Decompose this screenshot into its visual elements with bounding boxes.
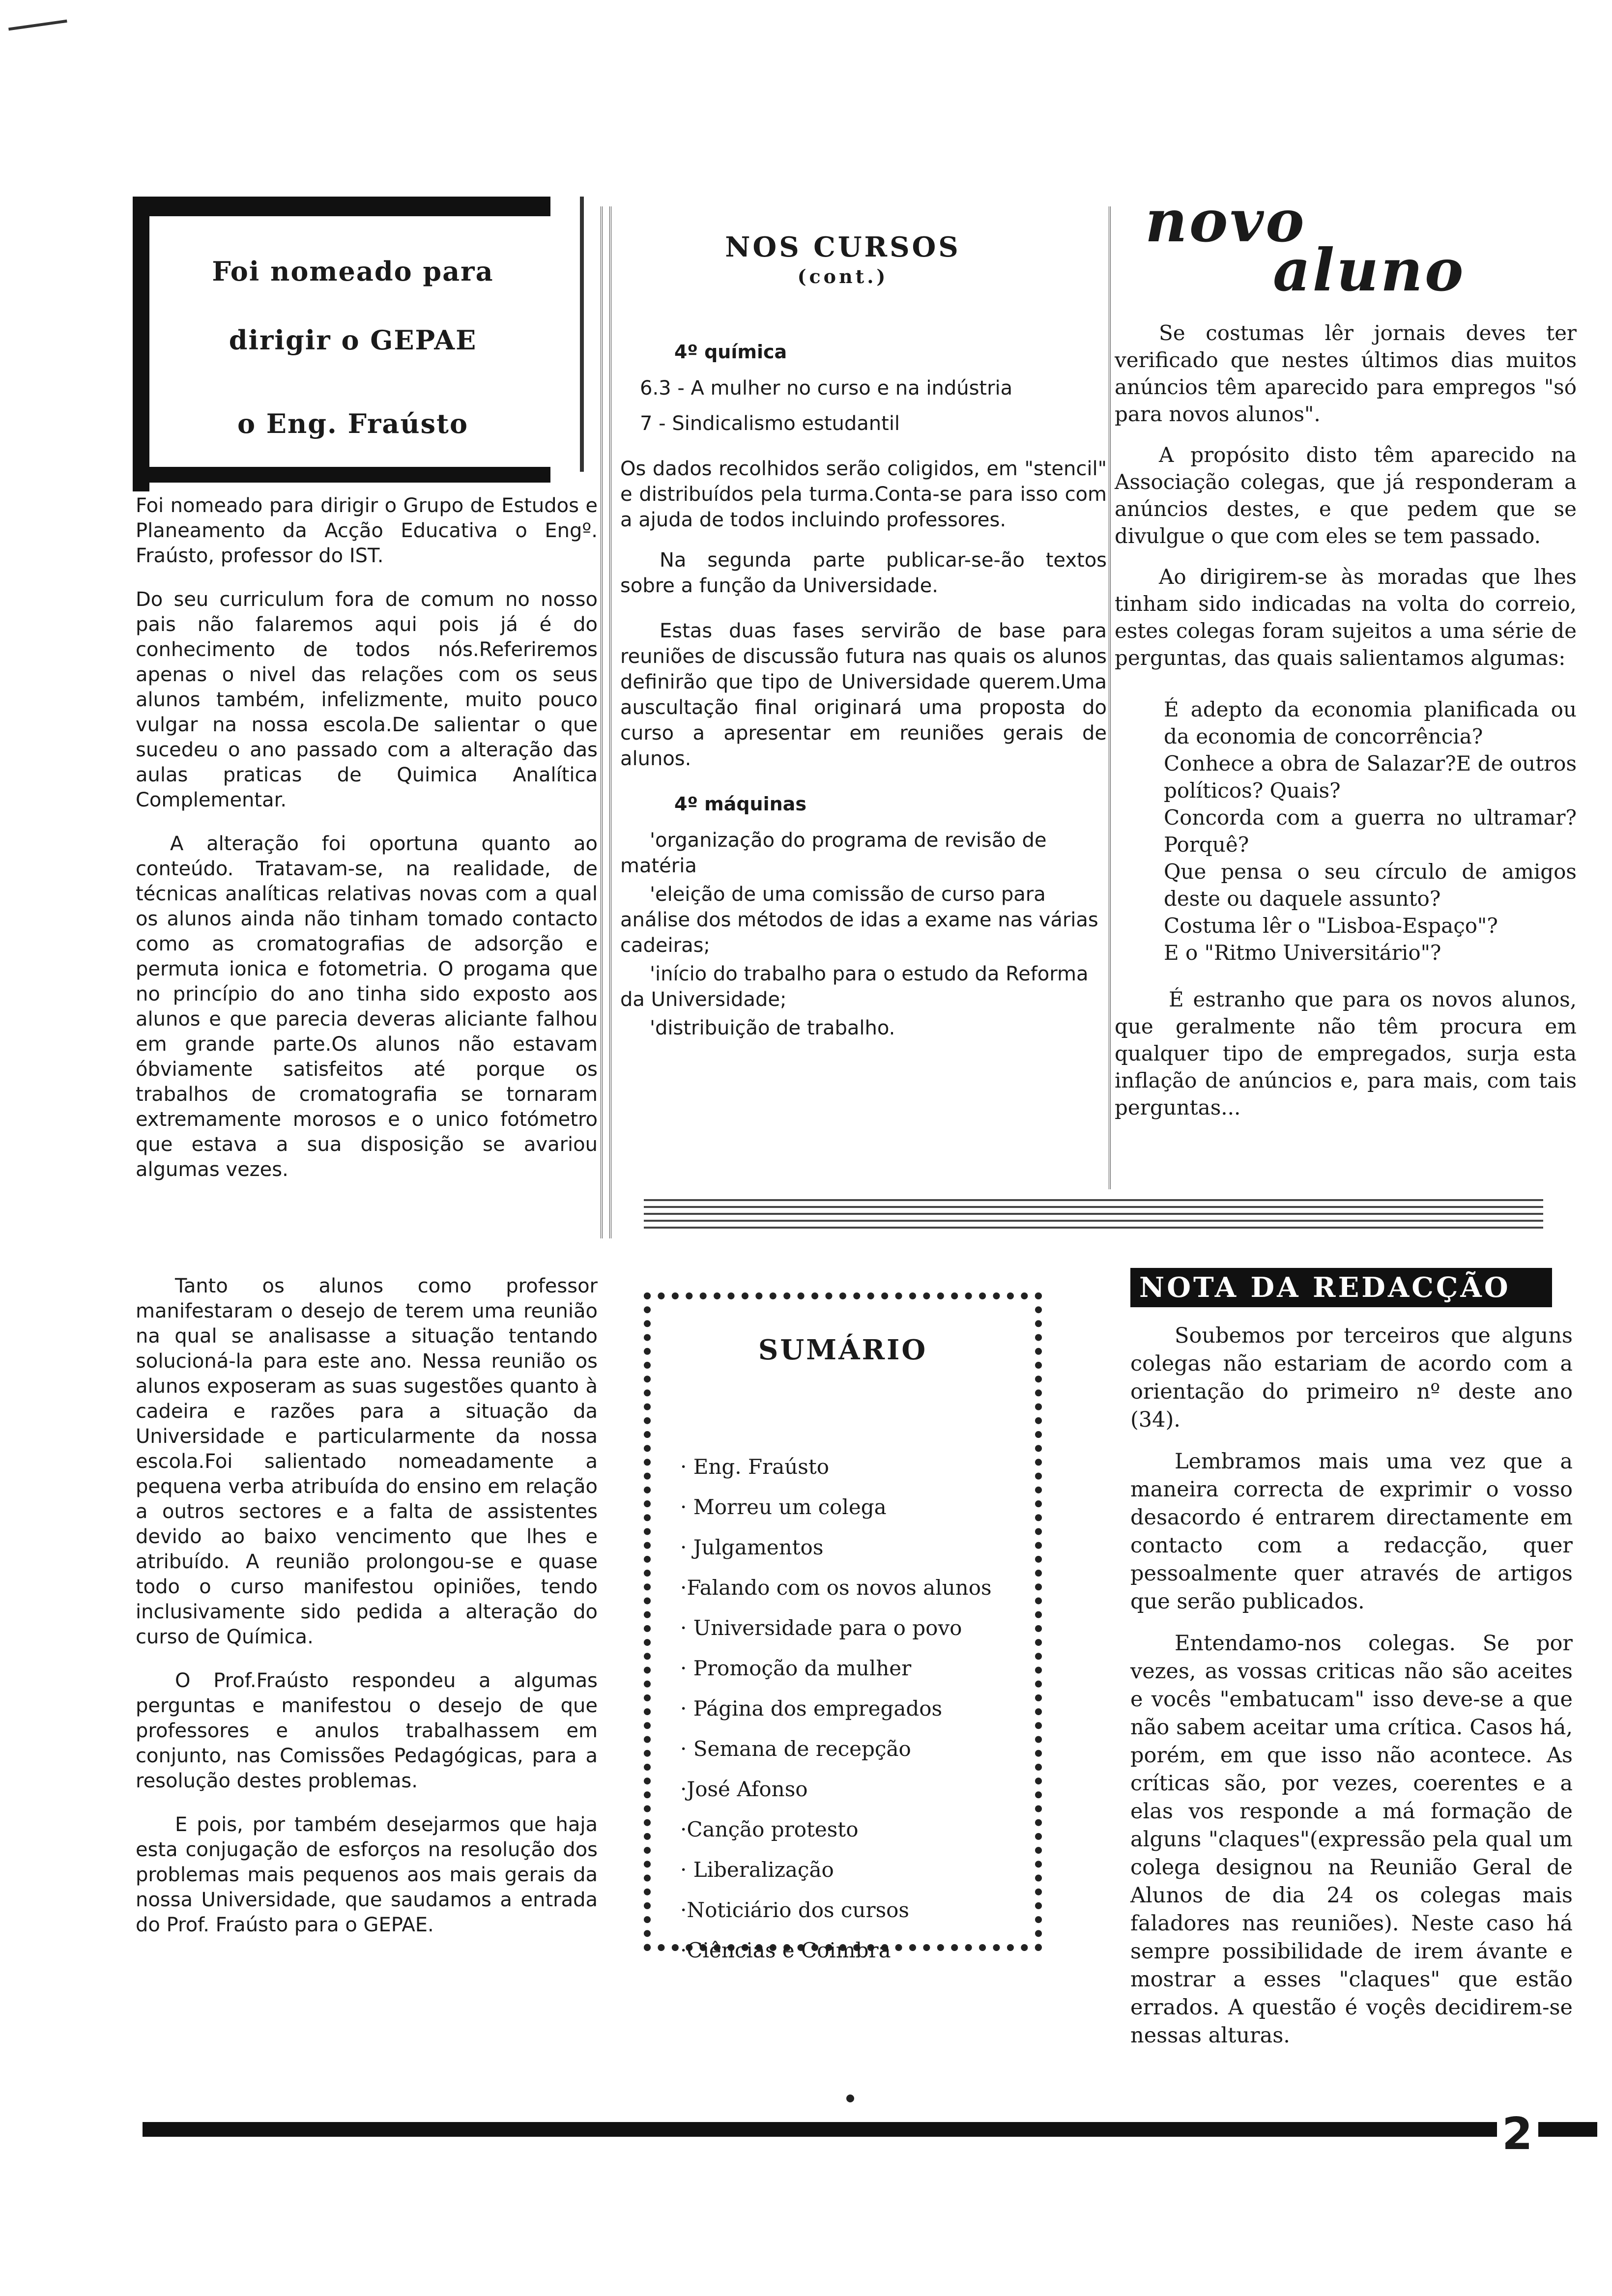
question-5: Costuma lêr o "Lisboa-Espaço"?: [1164, 914, 1498, 938]
bottom-rule-right: [1538, 2122, 1597, 2137]
bullet-4: 'distribuição de trabalho.: [650, 1017, 895, 1039]
article-gepae-p4: Tanto os alunos como professor manifestaram o desejo de terem uma reunião na qual se analisasse a situação tentando solucioná-la para este ano. Nessa reunião os alunos exposeram as suas sugestões quanto à cadeira e razões para a situação da Universidade e particularmente da nossa escola.Foi salientado nomeadamente a pequena verba atribuída do ensino em relação a outros sectores e a falta de assistentes devido ao baixo vencimento que lhes e atribuído. A reunião prolongou-se e quase todo o curso manifestou opiniões, tendo inclusivamente sido pedida a alteração do curso de Química.: [136, 1275, 598, 1648]
headline-line-3: o Eng. Fraústo: [237, 408, 469, 439]
article-gepae-p5: O Prof.Fraústo respondeu a algumas perguntas e manifestou o desejo de que professores e anulos trabalhassem em conjunto, nas Comissões Pedagógicas, para a resolução destes problemas.: [136, 1669, 598, 1792]
article-gepae-cont: [136, 1274, 598, 1956]
nos-cursos-p3: Estas duas fases servirão de base para reuniões de discussão futura nas quais os alunos definirão que tipo de Universidade querem.Uma auscultação final originará uma proposta do curso a apresentar em reuniões gerais de alunos.: [620, 620, 1107, 770]
sumario-item: · Semana de recepção: [680, 1737, 911, 1761]
nota-p3: Entendamo-nos colegas. Se por vezes, as vossas criticas não são aceites e vocês "embatucam" isso deve-se a que não sabem aceitar uma crítica. Casos há, porém, em que isso não acontece. As críticas são, por vezes, coerentes e a elas vos responde a má formação de alguns "claques"(expressão pela qual um colega designou na Reunião Geral de Alunos de dia 24 os colegas mais faladores nas reuniões). Neste caso há sempre possibilidade de irem ávante e mostrar a esses "claques" que estão errados. A questão é voçês decidirem-se nessas alturas.: [1130, 1631, 1573, 2048]
novo-aluno-body: [1115, 319, 1577, 1135]
article-gepae-p6: E pois, por também desejarmos que haja esta conjugação de esforços na resolução dos problemas mais pequenos aos mais gerais da nossa Universidade, que saudamos a entrada do Prof. Fraústo para o GEPAE.: [136, 1813, 598, 1936]
sumario-item: · Universidade para o povo: [680, 1616, 962, 1640]
sumario-item: · Morreu um colega: [680, 1495, 887, 1519]
item-6-3: 6.3 - A mulher no curso e na indústria: [640, 377, 1013, 400]
novo-aluno-title-line-2: aluno: [1273, 236, 1466, 304]
bullet-1: 'organização do programa de revisão de matéria: [620, 829, 1047, 877]
novo-aluno-p2: A propósito disto têm aparecido na Associação colegas, que já responderam a anúncios destes, e que pedem que se divulgue o que com eles se tem passado.: [1115, 443, 1577, 548]
nos-cursos-subtitle: (cont.): [797, 265, 889, 287]
sumario-box: [644, 1292, 1042, 1962]
section-maquinas: 4º máquinas: [674, 793, 806, 815]
sumario-item: · Promoção da mulher: [680, 1656, 912, 1680]
sumario-item: · Liberalização: [680, 1858, 834, 1882]
question-6: E o "Ritmo Universitário"?: [1164, 941, 1441, 965]
bottom-dot: [846, 2095, 854, 2102]
bullet-3: 'início do trabalho para o estudo da Reforma da Universidade;: [620, 963, 1089, 1011]
sumario-item: ·Canção protesto: [680, 1817, 859, 1841]
bullet-2: 'eleição de uma comissão de curso para análise dos métodos de idas a exame nas várias cadeiras;: [620, 883, 1098, 957]
headline-line-1: Foi nomeado para: [212, 256, 494, 287]
sumario-item: · Página dos empregados: [680, 1696, 943, 1721]
novo-aluno-p1: Se costumas lêr jornais deves ter verificado que nestes últimos dias muitos anúncios têm aparecido para empregos "só para novos alunos".: [1115, 321, 1577, 426]
nos-cursos-title: NOS CURSOS: [725, 231, 961, 263]
headline-box: [132, 197, 574, 472]
article-gepae-p1: Foi nomeado para dirigir o Grupo de Estudos e Planeamento da Acção Educativa o Engº. Fraústo, professor do IST.: [136, 494, 598, 567]
sumario-item: ·José Afonso: [680, 1777, 808, 1801]
nos-cursos-body: [620, 334, 1107, 1044]
article-gepae-p3: A alteração foi oportuna quanto ao conteúdo. Tratavam-se, na realidade, de técnicas analíticas relativas novas com a qual os alunos ainda não tinham tomado contacto como as cromatografias de adsorção e permuta ionica e fotometria. O progama que no princípio do ano tinha sido exposto aos alunos e que parecia deveras aliciante falhou em grande parte.Os alunos não estavam óbviamente satisfeitos até porque os trabalhos de cromatografia se tornaram extremamente morosos e o unico fotómetro que estava a sua disposição se avariou algumas vezes.: [136, 832, 598, 1181]
question-4: Que pensa o seu círculo de amigos deste ou daquele assunto?: [1164, 860, 1577, 911]
nota-redaccao-title: NOTA DA REDACÇÃO: [1130, 1268, 1552, 1307]
wavy-divider: [644, 1199, 1543, 1234]
novo-aluno-p3: Ao dirigirem-se às moradas que lhes tinham sido indicadas na volta do correio, estes colegas foram sujeitos a uma série de perguntas, das quais salientamos algumas:: [1115, 565, 1577, 670]
section-quimica: 4º química: [674, 341, 787, 363]
nos-cursos-p1: Os dados recolhidos serão coligidos, em "stencil" e distribuídos pela turma.Conta-se para isso com a ajuda de todos incluindo professores.: [620, 458, 1107, 531]
bottom-rule: [143, 2122, 1497, 2137]
item-7: 7 - Sindicalismo estudantil: [640, 412, 900, 435]
question-1: É adepto da economia planificada ou da economia de concorrência?: [1164, 697, 1577, 748]
headline-line-2: dirigir o GEPAE: [229, 324, 477, 356]
sumario-item: · Julgamentos: [680, 1535, 824, 1559]
novo-aluno-title-line-1: novo: [1145, 187, 1306, 255]
corner-mark: [8, 20, 68, 38]
sumario-item: ·Falando com os novos alunos: [680, 1576, 992, 1600]
question-2: Conhece a obra de Salazar?E de outros políticos? Quais?: [1164, 751, 1577, 803]
question-3: Concorda com a guerra no ultramar? Porquê?: [1164, 805, 1577, 857]
nota-p2: Lembramos mais uma vez que a maneira correcta de exprimir o vosso desacordo é entrarem directamente em contacto com a redacção, quer pessoalmente quer através de artigos que serão publicados.: [1130, 1449, 1573, 1614]
headline-rule-right: [580, 197, 584, 472]
nos-cursos-p2: Na segunda parte publicar-se-ão textos sobre a função da Universidade.: [620, 549, 1107, 597]
novo-aluno-p4: É estranho que para os novos alunos, que geralmente não têm procura em qualquer tipo de empregados, surja esta inflação de anúncios e, para mais, com tais perguntas...: [1115, 987, 1577, 1119]
sumario-item: ·Noticiário dos cursos: [680, 1898, 909, 1922]
article-gepae-p2: Do seu curriculum fora de comum no nosso pais não falaremos aqui pois já é do conhecimento de todos nós.Referiremos apenas o nivel das relações com os seus alunos também, infelizmente, muito pouco vulgar na nossa escola.De salientar o que sucedeu o ano passado com a alteração das aulas praticas de Quimica Analítica Complementar.: [136, 588, 598, 811]
article-gepae: [136, 493, 598, 1201]
column-separator-1: [601, 206, 611, 1238]
nota-p1: Soubemos por terceiros que alguns colegas não estariam de acordo com a orientação do primeiro nº deste ano (34).: [1130, 1323, 1573, 1432]
sumario-list: [680, 1447, 992, 1971]
page-number: 2: [1502, 2108, 1533, 2160]
sumario-item: ·Ciências e Coimbra: [680, 1938, 891, 1962]
nota-redaccao-body: [1130, 1322, 1573, 2064]
sumario-title: SUMÁRIO: [758, 1334, 928, 1366]
sumario-item: · Eng. Fraústo: [680, 1455, 830, 1479]
